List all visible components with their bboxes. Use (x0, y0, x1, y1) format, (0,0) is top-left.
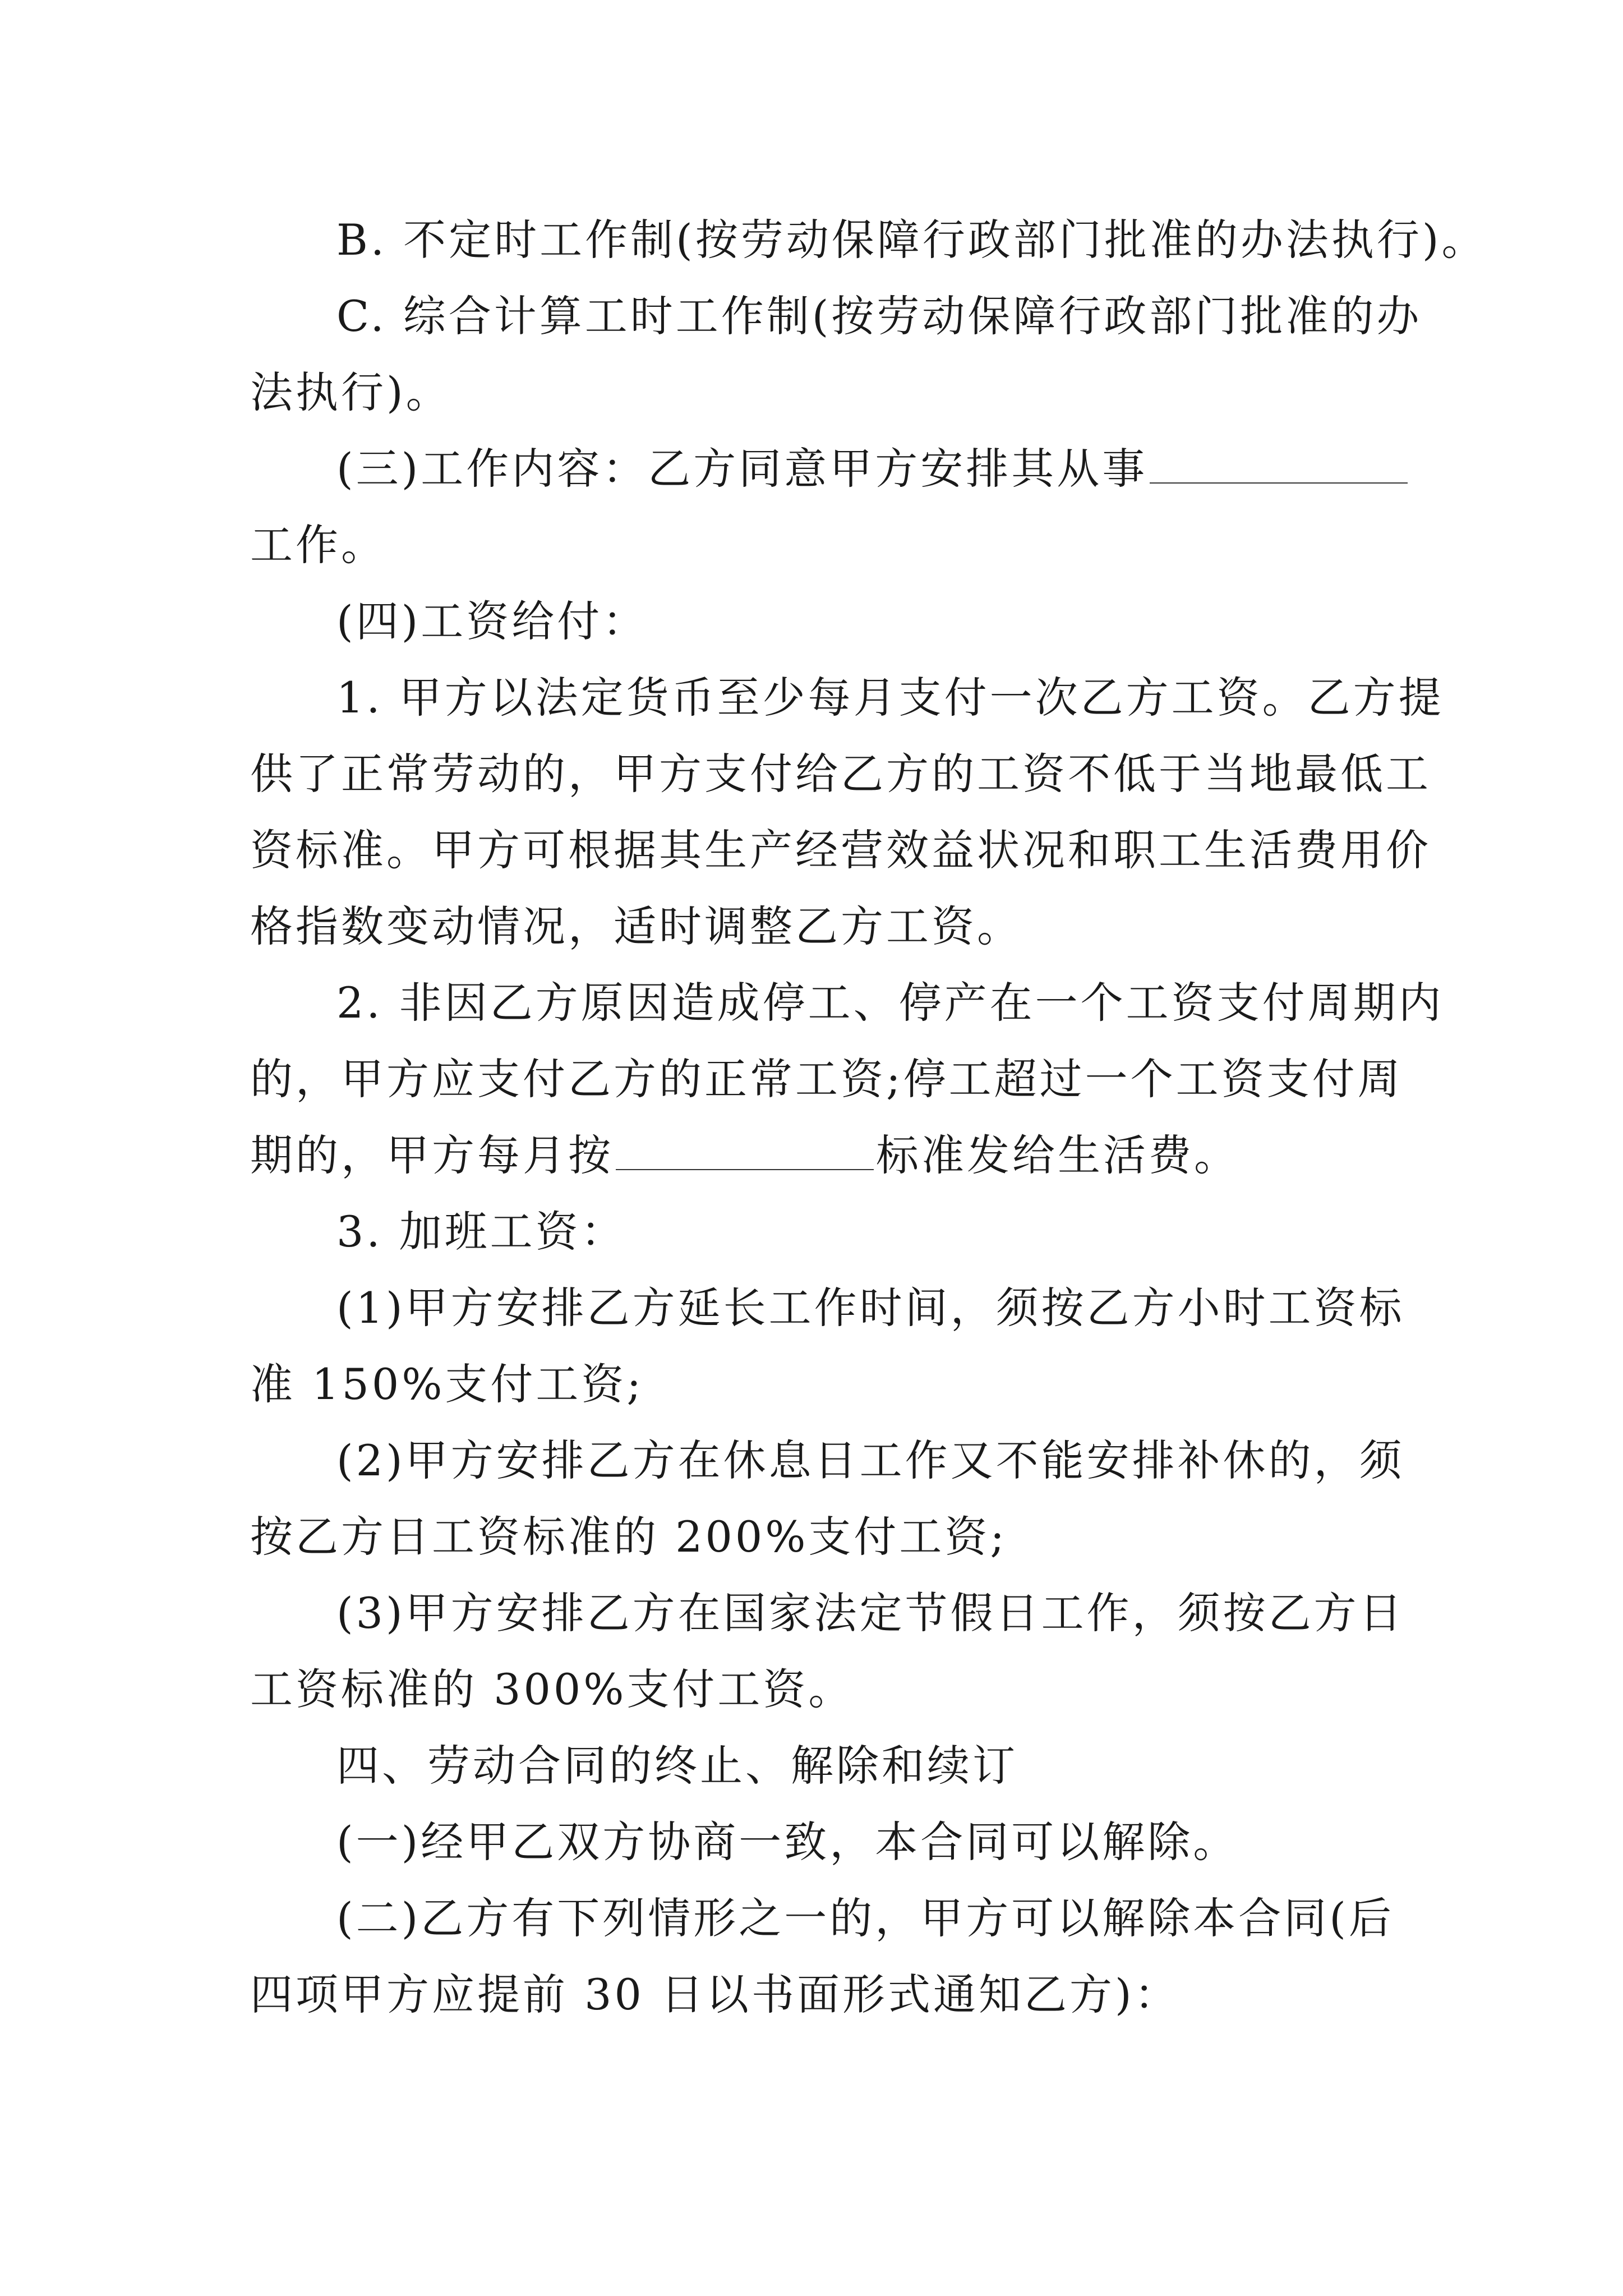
text-line-8: 供了正常劳动的，甲方支付给乙方的工资不低于当地最低工 (250, 749, 1431, 799)
text-line-16: 准 150%支付工资; (250, 1359, 644, 1409)
text-line-13-before: 期的，甲方每月按 (250, 1130, 614, 1180)
text-line-15: (1)甲方安排乙方延长工作时间，须按乙方小时工资标 (336, 1283, 1405, 1333)
text-line-5: 工作。 (250, 520, 386, 570)
text-line-1: B. 不定时工作制(按劳动保障行政部门批准的办法执行)。 (336, 215, 1487, 265)
text-line-19: (3)甲方安排乙方在国家法定节假日工作，须按乙方日 (336, 1588, 1405, 1638)
section-heading: 四、劳动合同的终止、解除和续订 (336, 1741, 1018, 1791)
text-line-13-after: 标准发给生活费。 (876, 1130, 1239, 1180)
text-line-13 (250, 1117, 1394, 1194)
text-line-12: 的，甲方应支付乙方的正常工资;停工超过一个工资支付周 (250, 1054, 1403, 1104)
text-line-7: 1. 甲方以法定货币至少每月支付一次乙方工资。乙方提 (336, 673, 1444, 723)
text-line-6: (四)工资给付： (336, 596, 648, 646)
text-line-20: 工资标准的 300%支付工资。 (250, 1664, 854, 1714)
text-line-10: 格指数变动情况，适时调整乙方工资。 (250, 901, 1022, 951)
fill-in-blank (1150, 443, 1408, 484)
text-line-4-before: (三)工作内容：乙方同意甲方安排其从事 (336, 444, 1148, 494)
text-line-22: (一)经甲乙双方协商一致，本合同可以解除。 (336, 1817, 1239, 1867)
text-line-11: 2. 非因乙方原因造成停工、停产在一个工资支付周期内 (336, 978, 1444, 1028)
text-line-17: (2)甲方安排乙方在休息日工作又不能安排补休的，须 (336, 1435, 1405, 1485)
text-line-23: (二)乙方有下列情形之一的，甲方可以解除本合同(后 (336, 1893, 1394, 1943)
text-line-18: 按乙方日工资标准的 200%支付工资; (250, 1512, 1008, 1562)
text-line-24: 四项甲方应提前 30 日以书面形式通知乙方)： (250, 1970, 1180, 2019)
text-line-4 (250, 431, 1394, 507)
text-line-9: 资标准。甲方可根据其生产经营效益状况和职工生活费用价 (250, 825, 1431, 875)
fill-in-blank (616, 1130, 874, 1170)
text-line-2: C. 综合计算工时工作制(按劳动保障行政部门批准的办 (336, 291, 1422, 341)
text-line-14: 3. 加班工资： (336, 1207, 626, 1257)
document-body (250, 202, 1487, 2033)
text-line-3: 法执行)。 (250, 367, 451, 417)
